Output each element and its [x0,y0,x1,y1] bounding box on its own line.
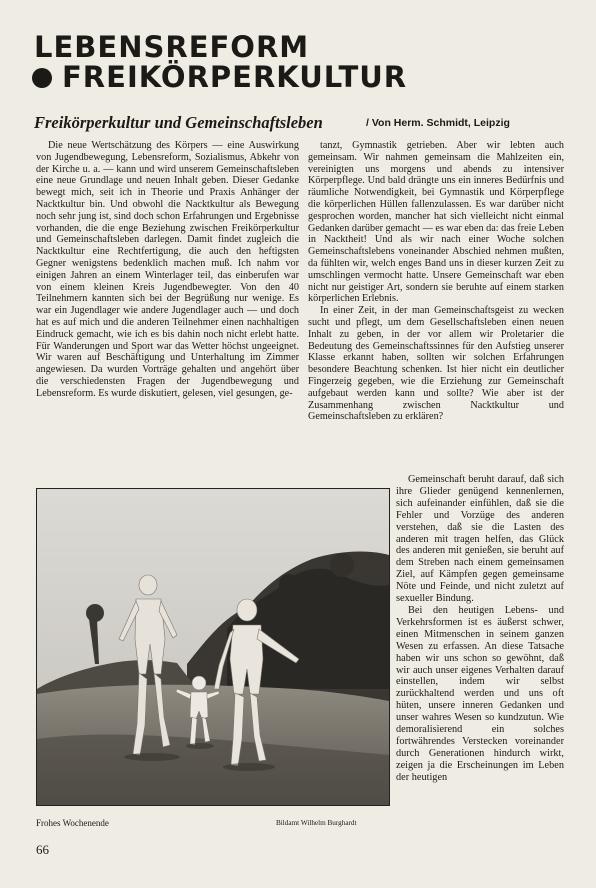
section-heading-line-1: LEBENSREFORM [34,30,310,64]
section-heading-line-2: FREIKÖRPERKULTUR [62,60,408,94]
article-column-right [308,140,564,423]
paragraph: Die neue Wertschätzung des Körpers — eine Auswirkung von Jugendbewegung, Lebensreform, Sozialismus, Abkehr von der Kirche u. a. — kann und wird unserem Gemeinschaftsleben eine neue Grundlage und neuen Inhalt geben. Dieser Gedanke bewegt mich, seit ich in Theorie und Praxis Anhänger der Nacktkultur bin. Und obwohl die Nacktkultur als Bewegung noch sehr jung ist, sind doch schon Erfahrungen und Ergebnisse vorhanden, die die enge Beziehung zwischen Freikörperkultur und Gemeinschaftsleben darlegen. Damit findet zugleich die Nacktkultur eine Rechtfertigung, die auch den heftigsten Gegner wenigstens bedenklich machen muß. Ich nahm vor einigen Jahren an einem Winterlager teil, das einberufen war von einem kleinen Kreis Jugendbewegter. Von den 40 Teilnehmern kannten sich bei der Begrüßung nur wenige. Es war ein Jugendlager wie andere Jugendlager auch — und doch hat es auf mich und die anderen Teilnehmer einen nachhaltigen Eindruck gemacht, wie ich es bis dahin noch nicht erlebt hatte. Für Wanderungen und Sport war das Wetter höchst ungeeignet. Wir waren auf Beschäftigung und Unterhaltung im Zimmer angewiesen. Da wurden Vorträge gehalten und angehört über die verschiedensten Fragen der Jugendbewegung und Lebensreform. Es wurde diskutiert, gelesen, viel gesungen, ge- [36,140,299,399]
heading-bullet-dot [32,68,52,88]
photo-family-on-dune [37,489,389,805]
paragraph: In einer Zeit, in der man Gemeinschaftsgeist zu wecken sucht und pflegt, um dem Gesellschaftsleben einen neuen Inhalt zu geben, in der vor allem wir Proletarier die Bedeutung des Gemeinschaftssinnes für den Aufstieg unserer Klasse erkannt haben, sollten wir solchen Erfahrungen besondere Beachtung schenken. Ist hier nicht ein deutlicher Fingerzeig gegeben, wie die Erziehung zur Gemeinschaft aufgebaut werden kann und sollte? Wie aber ist der Zusammenhang zwischen Nacktkultur und Gemeinschaftsleben zu erklären? [308,305,564,423]
article-column-beside-photo [396,474,564,784]
article-title: Freikörperkultur und Gemeinschaftsleben [34,113,323,132]
page-number: 66 [36,842,49,857]
paragraph: tanzt, Gymnastik getrieben. Aber wir lebten auch gemeinsam. Wir nahmen gemeinsam die Mahlzeiten ein, vereinigten uns morgens und abends zu intensiver Körperpflege. Und bald drängte uns ein inneres Bedürfnis und räumliche Notwendigkeit, bei Gymnastik und Körperpflege die körperlichen Hüllen fallenzulassen. Es war darüber nicht gesprochen worden, mancher hat sich vielleicht nicht einmal Gedanken darüber gemacht — es war eben da: das freie Leben in Nacktheit! Und als wir nach einer Woche solchen Gemeinschaftslebens voneinander Abschied nehmen mußten, da fühlten wir, welch enges Band uns in dieser kurzen Zeit zu umschlingen vermocht hatte. Unsere Gemeinschaft war eben nicht nur geistiger Art, sondern sie beruhte auf einem starken körperlichen Erlebnis. [308,140,564,305]
photo-caption: Frohes Wochenende [36,818,109,828]
article-photo [36,488,390,806]
paragraph: Gemeinschaft beruht darauf, daß sich ihre Glieder genügend kennenlernen, sich aufeinander einfühlen, daß sie die Fehler und Vorzüge des anderen verstehen, daß sie die Lasten des anderen mit tragen helfen, das Glück des anderen mit genießen, sie beruht auf dem Streben nach einem gemeinsamen Ziel, auf Kämpfen gegen gemeinsame Nöte und Feinde, und nicht zuletzt auf sexueller Bindung. [396,474,564,605]
article-byline: / Von Herm. Schmidt, Leipzig [366,117,510,129]
article-column-left [36,140,299,400]
photo-credit: Bildamt Wilhelm Burghardt [276,819,357,827]
paragraph: Bei den heutigen Lebens- und Verkehrsformen ist es äußerst schwer, einen Mitmenschen in seinem ganzen Wesen zu erfassen. An diese Tatsache haben wir uns schon so gewöhnt, daß wir auch unser eigenes Verhalten darauf einstellen, indem wir selbst zurückhaltend werden und uns oft hüten, unsere inneren Gedanken und unser wahres Wesen so kundzutun. Wie demoralisierend ein solches fortwährendes Verstecken voreinander durch Generationen hindurch wirkt, zeigen ja die Erscheinungen im Leben der heutigen [396,604,564,783]
